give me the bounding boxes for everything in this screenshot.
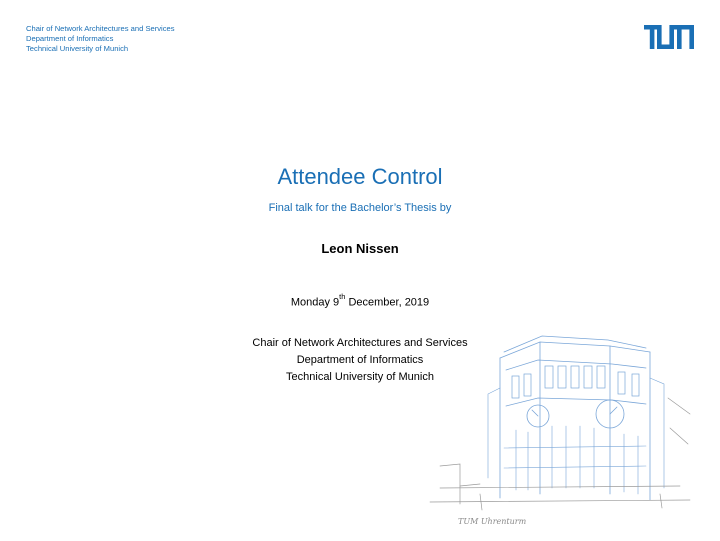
date-suffix: December, 2019 [345,296,430,309]
slide-subtitle: Final talk for the Bachelor’s Thesis by [268,202,452,214]
sketch-signature: TUM Uhrenturm [458,517,527,526]
affiliation-line-university: Technical University of Munich [26,44,129,53]
affiliation-line-department: Department of Informatics [26,34,114,43]
slide-title: Attendee Control [277,164,443,189]
presentation-date [0,294,720,309]
tum-logo [644,25,694,54]
date-prefix: Monday 9 [290,296,340,309]
institution-line-university: Technical University of Munich [286,371,434,383]
author-name: Leon Nissen [321,241,399,256]
institution-line-department: Department of Informatics [296,354,424,366]
affiliation-line-chair: Chair of Network Architectures and Services [26,24,175,33]
clock-tower-sketch [420,318,700,523]
header-affiliation [26,24,175,54]
date-ordinal: th [339,292,346,301]
institution-line-chair: Chair of Network Architectures and Services [252,337,468,349]
